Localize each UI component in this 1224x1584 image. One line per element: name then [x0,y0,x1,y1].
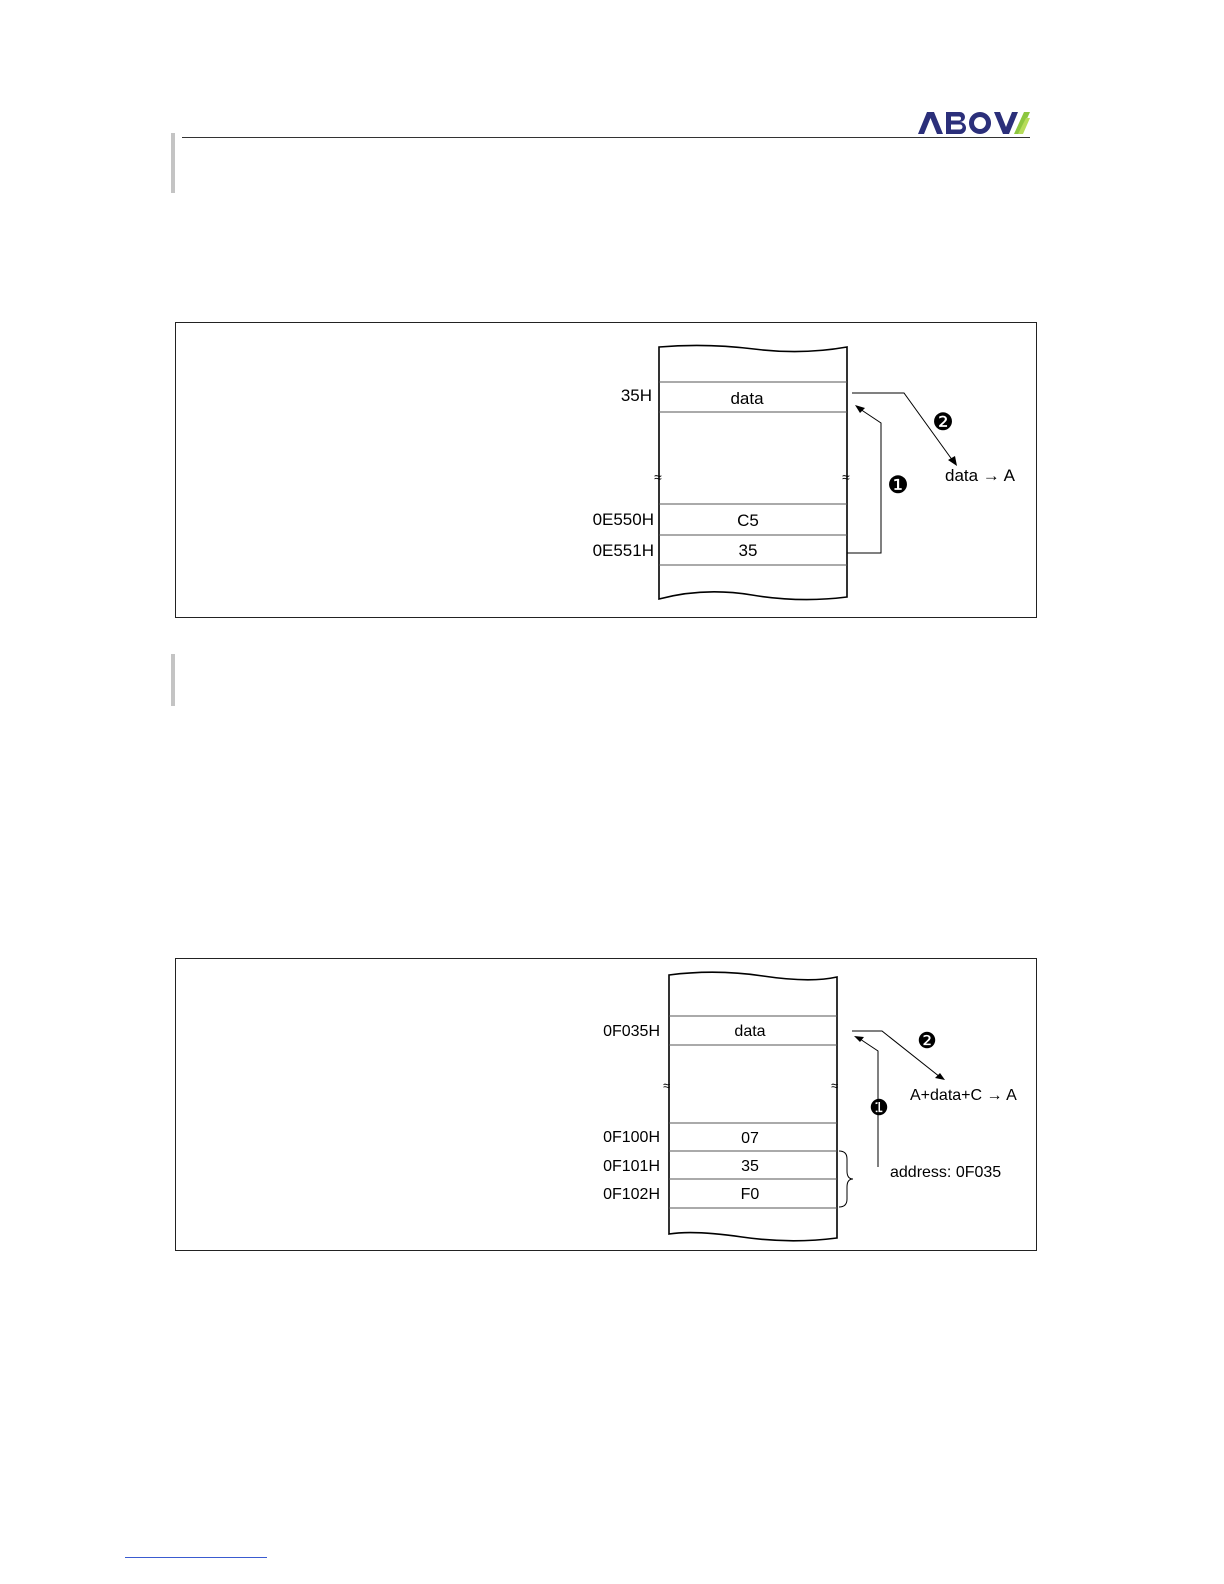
memory-column [659,345,847,599]
memory-value: F0 [740,1186,760,1203]
footer-link-underline[interactable] [125,1557,267,1558]
step1-arrow [847,409,881,553]
break-mark-left: ≈ [654,469,662,485]
address-label: 0F100H [603,1129,660,1146]
address-label: 0F102H [603,1186,660,1203]
step1-marker: ❶ [869,1095,889,1120]
memory-value: 35 [741,1158,759,1175]
memory-value: 35 [738,541,758,560]
memory-diagram-1 [175,322,1037,618]
step1-marker: ❶ [887,472,909,499]
step2-marker: ❷ [932,409,954,436]
break-mark-right: ≈ [842,469,850,485]
address-label-note: address: 0F035 [890,1164,1002,1181]
result-label: data → A [945,466,1015,485]
memory-diagram-1-svg [176,323,1038,619]
address-label: 0F101H [603,1158,660,1175]
break-mark-right: ≈ [831,1078,839,1093]
memory-value: 07 [741,1130,759,1147]
memory-value: C5 [737,511,759,530]
step2-marker: ❷ [917,1028,937,1053]
memory-diagram-2 [175,958,1037,1251]
address-label: 0F035H [603,1023,660,1040]
abov-logo [918,108,1030,138]
memory-value: data [734,1023,766,1040]
address-brace [839,1151,853,1207]
section-side-bar [171,133,175,193]
address-label: 35H [620,386,652,405]
header-rule [182,137,1030,138]
result-label: A+data+C → A [910,1087,1017,1104]
memory-value: data [730,389,764,408]
break-mark-left: ≈ [663,1078,671,1093]
section-side-bar [171,654,175,706]
address-label: 0E551H [592,541,654,560]
address-label: 0E550H [592,510,654,529]
memory-diagram-2-svg [176,959,1038,1252]
step2-arrowhead [948,456,957,466]
